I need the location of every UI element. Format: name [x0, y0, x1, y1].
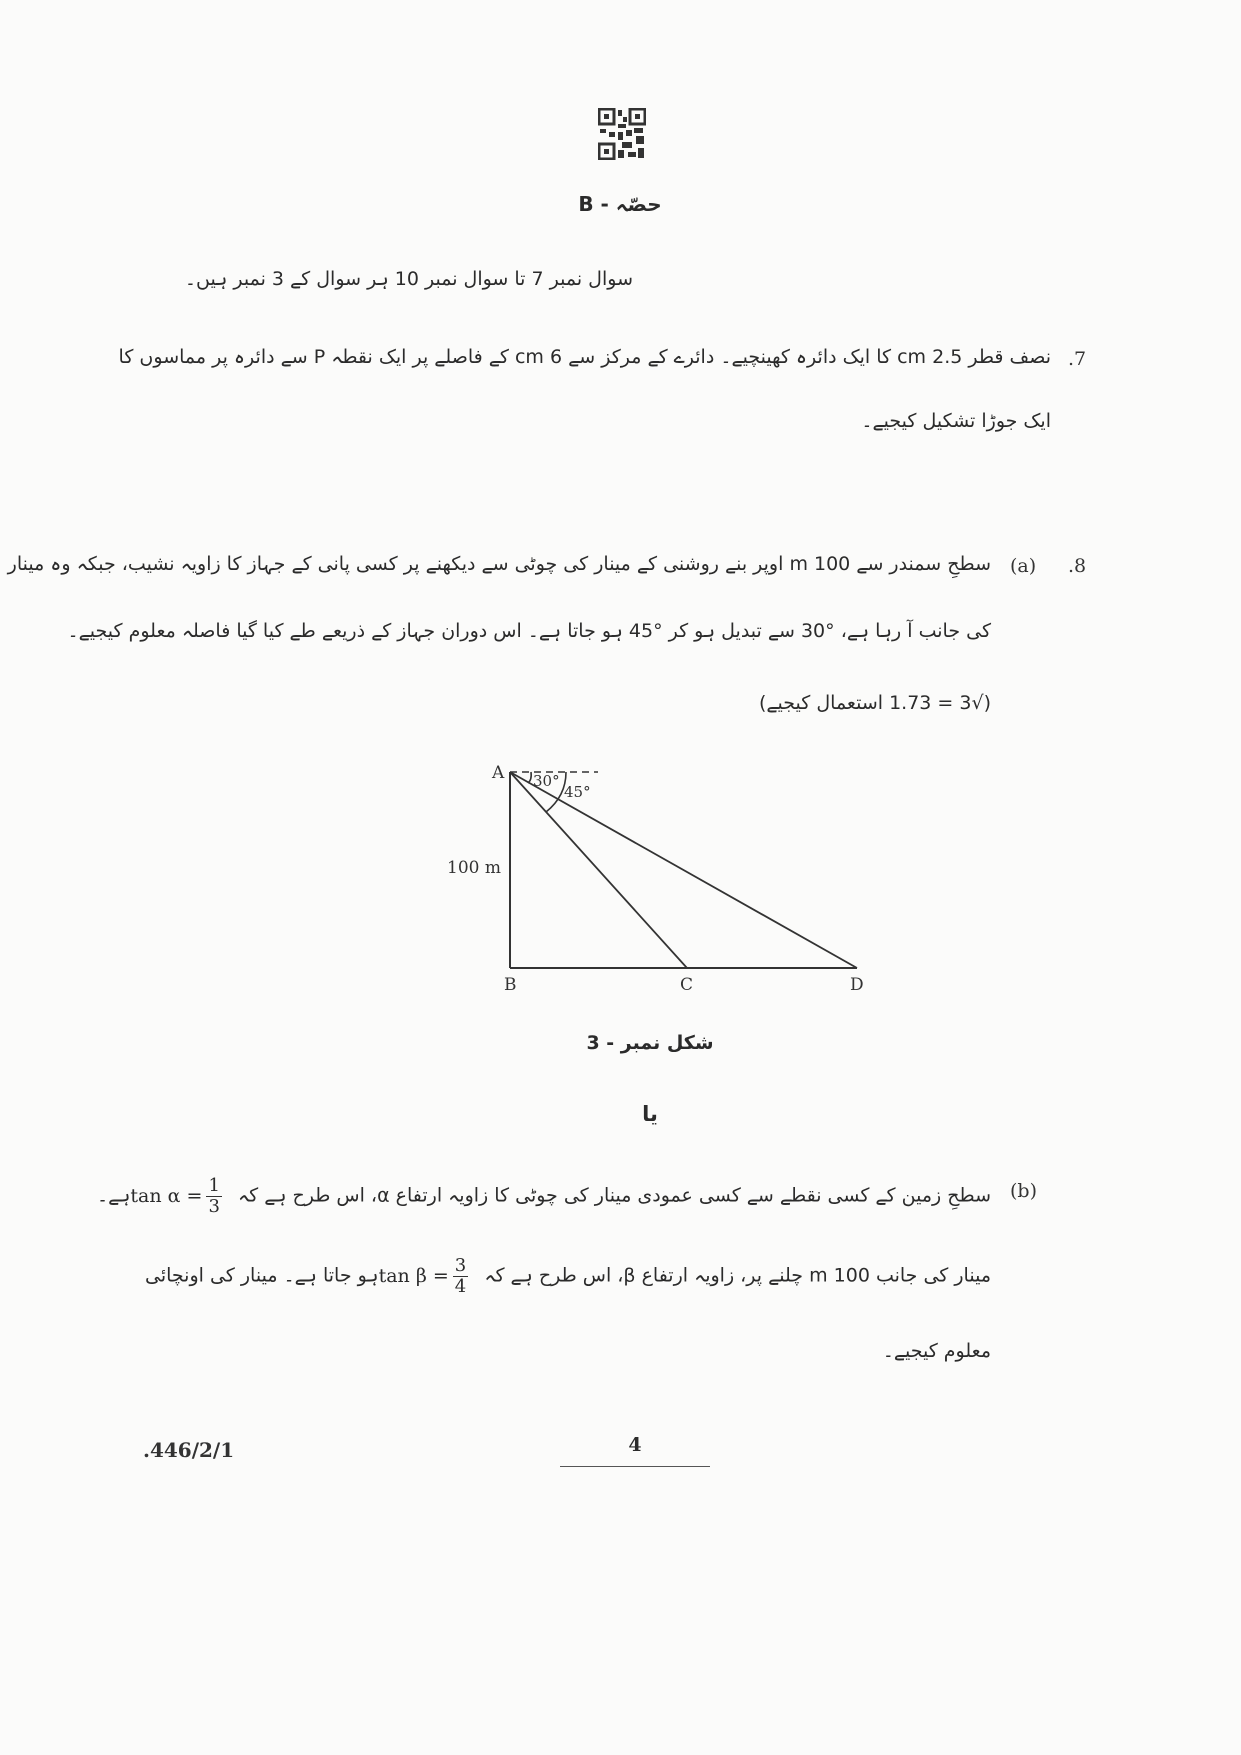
question-8b-line-2-end: ہو جاتا ہے۔ مینار کی اونچائی [145, 1264, 379, 1287]
question-number-8: .8 [1068, 555, 1087, 577]
figure-caption: شکل نمبر - 3 [586, 1032, 714, 1054]
page-number: 4 [628, 1434, 642, 1456]
point-b-label: B [504, 975, 517, 995]
page-number-underline [560, 1466, 710, 1467]
part-b-label: (b) [1010, 1180, 1037, 1202]
point-c-label: C [680, 975, 694, 995]
fraction-one-third: $\frac{1}{3}$ [208, 1175, 220, 1217]
question-8a-line-1: سطحِ سمندر سے 100 m اوپر بنے روشنی کے مینار کی چوٹی سے دیکھنے پر کسی پانی کے جہاز کا زاویہ نشیب، جبکہ وہ مینار [7, 553, 991, 575]
section-instructions: سوال نمبر 7 تا سوال نمبر 10 ہر سوال کے 3 نمبر ہیں۔ [184, 268, 633, 290]
paper-code: .446/2/1 [143, 1438, 235, 1462]
point-a-label: A [492, 763, 505, 783]
or-separator: یا [642, 1102, 658, 1126]
tan-alpha-label: tan α = [130, 1184, 203, 1207]
angle-30-label: 30° [533, 772, 560, 790]
line-ad [510, 772, 857, 968]
question-8b-line-2-text: مینار کی جانب 100 m چلنے پر، زاویہ ارتفاع β، اس طرح ہے کہ [484, 1264, 991, 1287]
question-8b-line-1-end: ہے۔ [97, 1184, 131, 1207]
tan-beta-label: tan β = [378, 1264, 449, 1287]
part-a-label: (a) [1010, 555, 1037, 577]
line-ac [510, 772, 687, 968]
question-8b-line-1-text: سطحِ زمین کے کسی نقطے سے کسی عمودی مینار کی چوٹی کا زاویہ ارتفاع α، اس طرح ہے کہ [237, 1184, 991, 1207]
angle-45-label: 45° [564, 783, 591, 801]
question-8b-line-3: معلوم کیجیے۔ [882, 1340, 991, 1362]
figure-3-diagram [430, 745, 890, 995]
point-d-label: D [850, 975, 864, 995]
tan-alpha-expr [130, 1175, 232, 1217]
qr-code-icon [598, 108, 646, 160]
question-7-line-1: نصف قطر 2.5 cm کا ایک دائرہ کھینچیے۔ دائرے کے مرکز سے 6 cm کے فاصلے پر ایک نقطہ P سے دائرہ پر مماسوں کا [118, 346, 1051, 368]
question-number-7: .7 [1068, 348, 1087, 370]
question-7-line-2: ایک جوڑا تشکیل کیجیے۔ [861, 410, 1051, 432]
section-title: حصّہ - B [578, 192, 662, 216]
question-8a-line-2: کی جانب آ رہا ہے، °30 سے تبدیل ہو کر °45 ہو جاتا ہے۔ اس دوران جہاز کے ذریعے طے کیا گیا فاصلہ معلوم کیجیے۔ [67, 620, 991, 642]
question-8b-line-1 [97, 1176, 991, 1217]
question-8b-line-2 [145, 1256, 991, 1297]
question-8a-hint: (√3 = 1.73 استعمال کیجیے) [758, 692, 991, 714]
height-label: 100 m [447, 858, 501, 878]
tan-beta-expr [378, 1255, 479, 1297]
fraction-three-fourths: $\frac{3}{4}$ [454, 1255, 467, 1297]
